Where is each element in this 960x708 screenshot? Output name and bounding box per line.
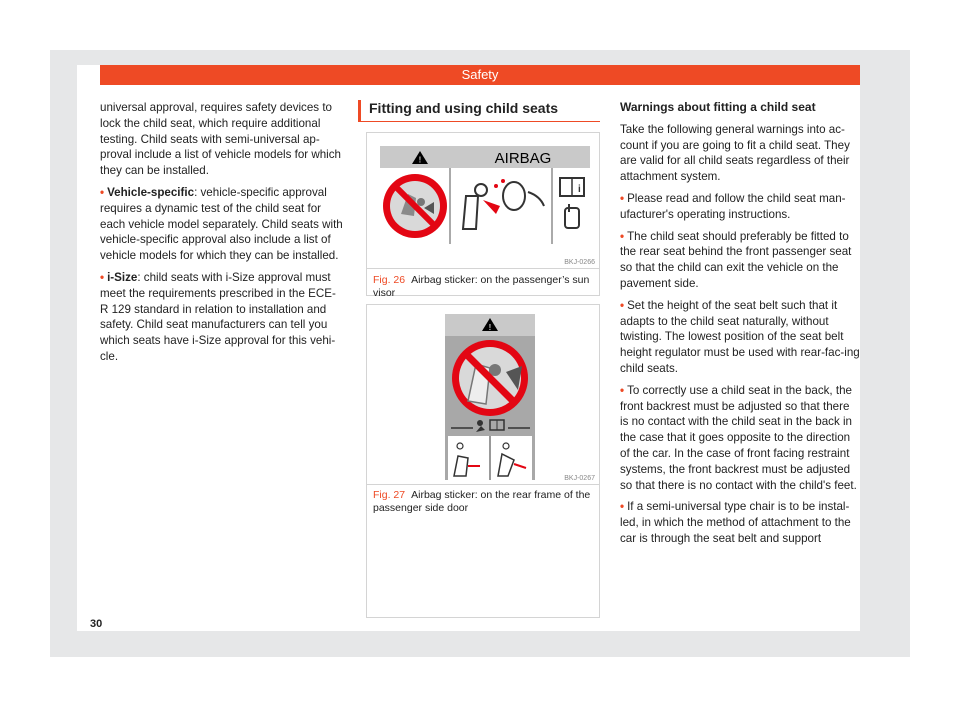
figure-27 [366, 304, 600, 618]
bullet-text: : child seats with i-Size approval must meet the requirements prescribed in the ECE-R 129 standard in relation to installation and safety. Child seat manufacturers can tell you which seats have i-Size approval for this vehi-cle. [100, 270, 336, 363]
middle-column [358, 100, 600, 514]
caption-separator [367, 268, 599, 269]
warning-item [620, 191, 860, 223]
figure-caption [373, 489, 593, 515]
bullet-text: : vehicle-specific approval requires a dynamic test of the child seat for each vehicle model separately. Child seats with vehicle-specific approval also include a list of vehicle models for which they can be installed. [100, 185, 343, 263]
figure-code: BKJ-0266 [564, 259, 595, 266]
warning-text: To correctly use a child seat in the back, the front backrest must be adjusted so that there is no contact with the child seat in the back in the case that it goes opposite to the direction of the car. In the case of front facing restraint systems, the front backrest must be adjusted so that there is no contact with the child's feet. [620, 383, 857, 492]
airbag-sticker-sun-visor [368, 134, 598, 258]
warning-text: The child seat should preferably be fitted to the rear seat behind the front passenger seat so that the child can exit the vehicle on the pavement side. [620, 229, 852, 290]
bullet-icon: • [620, 383, 625, 397]
airbag-sticker-door-frame [368, 306, 598, 578]
figure-26 [366, 132, 600, 299]
left-column [100, 100, 343, 371]
bullet-icon: • [620, 298, 625, 312]
bullet-i-size [100, 270, 343, 365]
airbag-label: AIRBAG [494, 150, 552, 167]
no-rear-facing-seat-icon [452, 340, 528, 416]
bullet-icon: • [100, 270, 105, 284]
caption-text: Airbag sticker: on the passenger’s sun visor [373, 274, 590, 299]
paragraph: universal approval, requires safety devices to lock the child seat, which require additional testing. Child seats with semi-universal ap-proval include a list of vehicle models for which they can be installed. [100, 101, 342, 178]
warning-text: Please read and follow the child seat man-ufacturer's operating instructions. [620, 191, 846, 221]
svg-text:i: i [578, 184, 581, 195]
warning-text: Set the height of the seat belt such that it adapts to the child seat naturally, without twisting. The lowest position of the seat belt height regulator must be used with rear-fac-ing child seats. [620, 298, 860, 375]
figure-number: Fig. 26 [373, 274, 406, 286]
figure-number: Fig. 27 [373, 489, 406, 501]
bullet-icon: • [620, 191, 625, 205]
page-header: Safety [100, 65, 860, 85]
bullet-vehicle-specific [100, 185, 343, 264]
right-column [620, 100, 860, 553]
figure-code: BKJ-0267 [564, 475, 595, 482]
page-number: 30 [90, 618, 103, 630]
bullet-icon: • [620, 229, 625, 243]
warning-exclamation: ! [418, 155, 422, 165]
figure-caption [373, 274, 593, 300]
warning-exclamation: ! [488, 323, 492, 332]
warnings-title: Warnings about fitting a child seat [620, 100, 816, 114]
sticker-header [380, 146, 590, 168]
bullet-icon: • [100, 185, 105, 199]
warning-item [620, 298, 860, 377]
section-title: Fitting and using child seats [358, 100, 600, 122]
caption-separator [367, 484, 599, 485]
bullet-term: Vehicle-specific [107, 185, 195, 199]
warnings-intro: Take the following general warnings into ac-count if you are going to fit a child seat. They are valid for all child seats regardless of their attachment system. [620, 122, 850, 184]
warning-item [620, 383, 860, 494]
warning-item [620, 229, 860, 292]
warning-item [620, 499, 860, 546]
bullet-icon: • [620, 500, 625, 514]
caption-text: Airbag sticker: on the rear frame of the passenger side door [373, 489, 591, 514]
warning-text: If a semi-universal type chair is to be instal-led, in which the method of attachment to the car is through the seat belt and support [620, 500, 851, 545]
no-rear-facing-seat-icon [383, 174, 447, 238]
bullet-term: i-Size [107, 270, 138, 284]
